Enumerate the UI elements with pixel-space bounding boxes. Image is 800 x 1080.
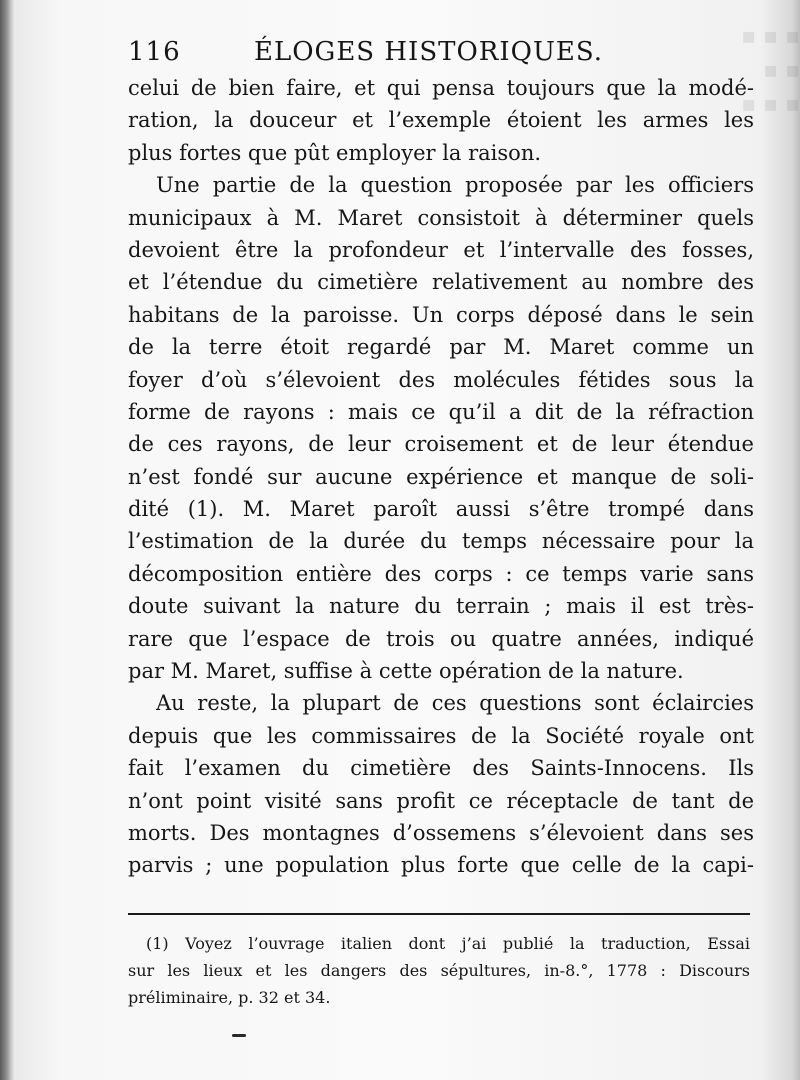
body-line: de ces rayons, de leur croisement et de leur étendue [128, 432, 754, 457]
footnote-line: (1) Voyez l’ouvrage italien dont j’ai publié la traduction, Essai [146, 934, 750, 953]
ink-mark [232, 1034, 246, 1037]
footnote-line: sur les lieux et les dangers des sépultures, in-8.°, 1778 : Discours [128, 961, 750, 980]
body-line: dité (1). M. Maret paroît aussi s’être trompé dans [128, 497, 754, 522]
show-through-text: ▪ ▪ ▪ ▪ ▪ ▪ ▪ ▪ [741, 24, 800, 117]
body-line: forme de rayons : mais ce qu’il a dit de la réfraction [128, 399, 754, 424]
body-line: n’est fondé sur aucune expérience et manque de soli- [128, 464, 754, 489]
page-number: 116 [128, 37, 181, 67]
body-line: foyer d’où s’élevoient des molécules fétides sous la [128, 367, 754, 392]
body-line: municipaux à M. Maret consistoit à déterminer quels [128, 205, 754, 230]
body-line: ration, la douceur et l’exemple étoient les armes les [128, 108, 754, 133]
body-line: parvis ; une population plus forte que celle de la capi- [128, 853, 754, 878]
body-line: par M. Maret, suffise à cette opération de la nature. [128, 659, 684, 684]
body-line: et l’étendue du cimetière relativement au nombre des [128, 270, 754, 295]
body-line: plus fortes que pût employer la raison. [128, 140, 542, 165]
body-line: morts. Des montagnes d’ossemens s’élevoient dans ses [128, 820, 754, 845]
body-line: doute suivant la nature du terrain ; mais il est très- [128, 594, 754, 619]
page-header-title: ÉLOGES HISTORIQUES. [254, 37, 604, 67]
body-line: n’ont point visité sans profit ce réceptacle de tant de [128, 788, 754, 813]
body-line: fait l’examen du cimetière des Saints-Innocens. Ils [128, 756, 754, 781]
footnotes [128, 930, 750, 1011]
body-line: de la terre étoit regardé par M. Maret comme un [128, 335, 754, 360]
footnote-divider [128, 913, 750, 915]
running-head [128, 32, 768, 72]
body-line: décomposition entière des corps : ce temps varie sans [128, 561, 754, 586]
body-text [128, 72, 754, 882]
body-line: depuis que les commissaires de la Société royale ont [128, 723, 754, 748]
body-line: devoient être la profondeur et l’intervalle des fosses, [128, 237, 754, 262]
body-line: rare que l’espace de trois ou quatre années, indiqué [128, 626, 754, 651]
body-line: l’estimation de la durée du temps nécessaire pour la [128, 529, 754, 554]
body-line: habitans de la paroisse. Un corps déposé dans le sein [128, 302, 754, 327]
footnote-line: préliminaire, p. 32 et 34. [128, 988, 331, 1007]
body-line: Une partie de la question proposée par les officiers [156, 173, 754, 198]
body-line: Au reste, la plupart de ces questions sont éclaircies [156, 691, 754, 716]
body-line: celui de bien faire, et qui pensa toujours que la modé- [128, 76, 754, 100]
